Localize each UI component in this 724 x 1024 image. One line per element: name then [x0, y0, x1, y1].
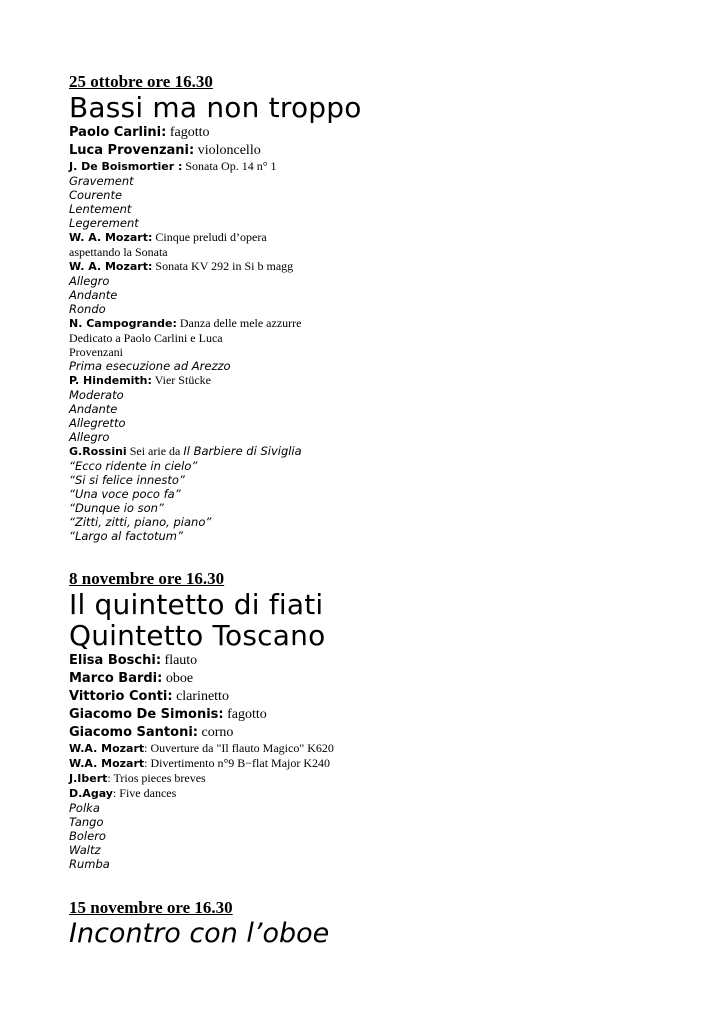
composer-name: J.Ibert	[69, 772, 108, 785]
composer-name: W.A. Mozart	[69, 757, 145, 770]
performer-name: Giacomo Santoni:	[69, 725, 198, 740]
concert-title: Il quintetto di fiati	[69, 588, 324, 621]
aria: “Una voce poco fa”	[69, 487, 181, 501]
program-work	[69, 756, 669, 771]
concert-section-2	[69, 569, 669, 871]
performer-line	[69, 723, 669, 741]
movement: Courente	[69, 188, 123, 202]
movement: Rondo	[69, 302, 106, 316]
aria: “Si si felice innesto”	[69, 473, 185, 487]
aria: “Largo al factotum”	[69, 529, 183, 543]
movement: Legerement	[69, 216, 139, 230]
program-work	[69, 741, 669, 756]
composer-name: W. A. Mozart:	[69, 260, 153, 273]
composer-name: W. A. Mozart:	[69, 231, 153, 244]
concert-program-page	[69, 72, 669, 949]
performer-name: Marco Bardi:	[69, 671, 163, 686]
work-title: : Five dances	[112, 786, 177, 800]
work-title: Vier Stücke	[151, 373, 211, 387]
performer-name: Vittorio Conti:	[69, 689, 173, 704]
movement: Waltz	[69, 843, 101, 857]
work-title: : Ouverture da "Il flauto Magico" K620	[144, 741, 334, 755]
program-work	[69, 316, 669, 331]
work-title: Sonata Op. 14 n° 1	[182, 159, 277, 173]
movement: Lentement	[69, 202, 132, 216]
performer-instrument: fagotto	[166, 125, 210, 140]
movement: Rumba	[69, 857, 110, 871]
composer-name: W.A. Mozart	[69, 742, 145, 755]
performer-name: Giacomo De Simonis:	[69, 707, 224, 722]
composer-name: N. Campogrande:	[69, 317, 177, 330]
dedication-line: Provenzani	[69, 345, 123, 359]
concert-title: Incontro con l’oboe	[69, 918, 330, 949]
movement: Andante	[69, 288, 118, 302]
movement: Andante	[69, 402, 118, 416]
performer-line	[69, 123, 669, 141]
opera-title: Il Barbiere di Siviglia	[183, 444, 302, 458]
program-work	[69, 444, 669, 459]
performer-line	[69, 141, 669, 159]
movement: Bolero	[69, 829, 106, 843]
aria: “Ecco ridente in cielo”	[69, 459, 198, 473]
concert-section-1	[69, 72, 669, 543]
premiere-note: Prima esecuzione ad Arezzo	[69, 359, 231, 373]
work-title: Danza delle mele azzurre	[176, 316, 302, 330]
performer-name: Elisa Boschi:	[69, 653, 162, 668]
movement: Gravement	[69, 174, 134, 188]
aria: “Zitti, zitti, piano, piano”	[69, 515, 212, 529]
movement: Allegro	[69, 430, 110, 444]
aria: “Dunque io son”	[69, 501, 164, 515]
performer-instrument: clarinetto	[172, 689, 229, 704]
program-work	[69, 771, 669, 786]
performer-name: Luca Provenzani:	[69, 143, 195, 158]
performer-instrument: violoncello	[194, 143, 261, 158]
composer-name: J. De Boismortier :	[69, 160, 183, 173]
program-work	[69, 259, 669, 274]
performer-instrument: fagotto	[223, 707, 267, 722]
movement: Tango	[69, 815, 104, 829]
performer-line	[69, 705, 669, 723]
concert-date: 8 novembre ore 16.30	[69, 569, 225, 588]
concert-title: Bassi ma non troppo	[69, 91, 362, 124]
movement: Moderato	[69, 388, 124, 402]
concert-section-3	[69, 898, 669, 949]
concert-date: 15 novembre ore 16.30	[69, 898, 233, 917]
work-title: Sonata KV 292 in Si b magg	[152, 259, 294, 273]
work-title: Cinque preludi d’opera	[152, 230, 267, 244]
performer-instrument: corno	[197, 725, 234, 740]
program-work	[69, 786, 669, 801]
ensemble-name: Quintetto Toscano	[69, 619, 326, 652]
performer-name: Paolo Carlini:	[69, 125, 167, 140]
program-work	[69, 373, 669, 388]
program-work	[69, 230, 669, 245]
work-title: : Trios pieces breves	[107, 771, 206, 785]
composer-name: P. Hindemith:	[69, 374, 152, 387]
movement: Allegretto	[69, 416, 126, 430]
movement: Allegro	[69, 274, 110, 288]
program-work	[69, 159, 669, 174]
performer-instrument: flauto	[161, 653, 198, 668]
work-title: Sei arie da	[126, 444, 184, 458]
performer-line	[69, 687, 669, 705]
performer-instrument: oboe	[162, 671, 194, 686]
movement: Polka	[69, 801, 100, 815]
concert-date: 25 ottobre ore 16.30	[69, 72, 213, 91]
composer-name: G.Rossini	[69, 445, 127, 458]
dedication-line: Dedicato a Paolo Carlini e Luca	[69, 331, 223, 345]
work-title: : Divertimento n°9 B−flat Major K240	[144, 756, 331, 770]
performer-line	[69, 651, 669, 669]
work-title-continued: aspettando la Sonata	[69, 245, 168, 259]
composer-name: D.Agay	[69, 787, 113, 800]
performer-line	[69, 669, 669, 687]
